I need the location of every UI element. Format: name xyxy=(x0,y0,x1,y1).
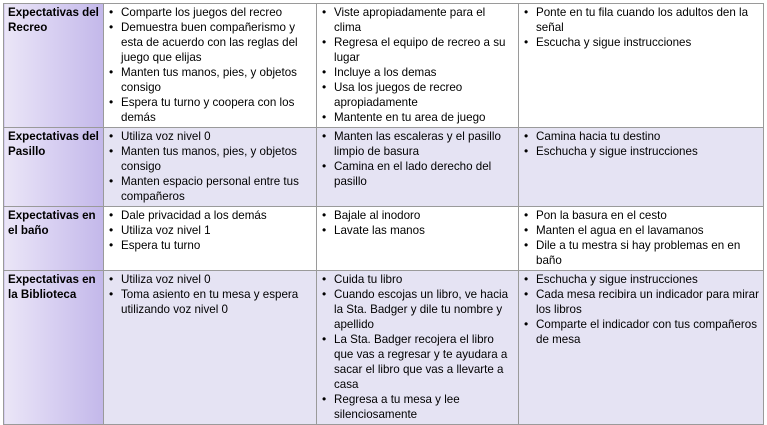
row-header-recreo: Expectativas del Recreo xyxy=(4,4,104,128)
list-item: • Comparte los juegos del recreo xyxy=(108,5,312,20)
list-item: • Utiliza voz nivel 1 xyxy=(108,223,312,238)
list-item: • Manten tus manos, pies, y objetos consigo xyxy=(108,65,312,95)
list-item: • Espera tu turno y coopera con los demás xyxy=(108,95,312,125)
list-item: • Usa los juegos de recreo apropiadamente xyxy=(321,80,514,110)
cell-bano-col2 xyxy=(317,207,519,271)
cell-recreo-col1 xyxy=(104,4,317,128)
bullet-list xyxy=(108,272,312,317)
list-item: • Manten el agua en el lavamanos xyxy=(523,223,759,238)
bullet-list xyxy=(523,129,759,159)
list-item: • Viste apropiadamente para el clima xyxy=(321,5,514,35)
list-item: • Manten espacio personal entre tus compañeros xyxy=(108,174,312,204)
cell-pasillo-col3 xyxy=(519,128,764,207)
cell-pasillo-col1 xyxy=(104,128,317,207)
bullet-list xyxy=(321,208,514,238)
cell-bano-col1 xyxy=(104,207,317,271)
list-item: • Comparte el indicador con tus compañeros de mesa xyxy=(523,317,759,347)
list-item: • Eschucha y sigue instrucciones xyxy=(523,272,759,287)
list-item: • Escucha y sigue instrucciones xyxy=(523,35,759,50)
bullet-list xyxy=(108,129,312,204)
bullet-list xyxy=(108,5,312,125)
row-pasillo xyxy=(4,128,764,207)
list-item: • Espera tu turno xyxy=(108,238,312,253)
row-recreo xyxy=(4,4,764,128)
list-item: • Bajale al inodoro xyxy=(321,208,514,223)
bullet-list xyxy=(321,5,514,125)
list-item: • Cada mesa recibira un indicador para mirar los libros xyxy=(523,287,759,317)
list-item: • Cuida tu libro xyxy=(321,272,514,287)
list-item: • Manten las escaleras y el pasillo limpio de basura xyxy=(321,129,514,159)
list-item: • Camina hacia tu destino xyxy=(523,129,759,144)
bullet-list xyxy=(321,129,514,189)
cell-bano-col3 xyxy=(519,207,764,271)
list-item: • Ponte en tu fila cuando los adultos den la señal xyxy=(523,5,759,35)
bullet-list xyxy=(321,272,514,422)
list-item: • Regresa a tu mesa y lee silenciosamente xyxy=(321,392,514,422)
list-item: • Mantente en tu area de juego xyxy=(321,110,514,125)
list-item: • Manten tus manos, pies, y objetos consigo xyxy=(108,144,312,174)
list-item: • Dile a tu mestra si hay problemas en en baño xyxy=(523,238,759,268)
cell-pasillo-col2 xyxy=(317,128,519,207)
cell-recreo-col2 xyxy=(317,4,519,128)
row-header-pasillo: Expectativas del Pasillo xyxy=(4,128,104,207)
list-item: • Incluye a los demas xyxy=(321,65,514,80)
list-item: • Demuestra buen compañerismo y esta de acuerdo con las reglas del juego que elijas xyxy=(108,20,312,65)
bullet-list xyxy=(523,208,759,268)
list-item: • Utiliza voz nivel 0 xyxy=(108,272,312,287)
list-item: • Eschucha y sigue instrucciones xyxy=(523,144,759,159)
list-item: • Dale privacidad a los demás xyxy=(108,208,312,223)
row-header-bano: Expectativas en el baño xyxy=(4,207,104,271)
cell-recreo-col3 xyxy=(519,4,764,128)
row-bano xyxy=(4,207,764,271)
list-item: • Toma asiento en tu mesa y espera utilizando voz nivel 0 xyxy=(108,287,312,317)
list-item: • Camina en el lado derecho del pasillo xyxy=(321,159,514,189)
cell-biblioteca-col1 xyxy=(104,271,317,425)
list-item: • La Sta. Badger recojera el libro que vas a regresar y te ayudara a sacar el libro que vas a llevarte a casa xyxy=(321,332,514,392)
list-item: • Cuando escojas un libro, ve hacia la Sta. Badger y dile tu nombre y apellido xyxy=(321,287,514,332)
list-item: • Lavate las manos xyxy=(321,223,514,238)
list-item: • Regresa el equipo de recreo a su lugar xyxy=(321,35,514,65)
bullet-list xyxy=(523,5,759,50)
expectations-table xyxy=(3,3,764,425)
cell-biblioteca-col3 xyxy=(519,271,764,425)
list-item: • Utiliza voz nivel 0 xyxy=(108,129,312,144)
bullet-list xyxy=(523,272,759,347)
row-biblioteca xyxy=(4,271,764,425)
row-header-biblioteca: Expectativas en la Biblioteca xyxy=(4,271,104,425)
bullet-list xyxy=(108,208,312,253)
list-item: • Pon la basura en el cesto xyxy=(523,208,759,223)
cell-biblioteca-col2 xyxy=(317,271,519,425)
